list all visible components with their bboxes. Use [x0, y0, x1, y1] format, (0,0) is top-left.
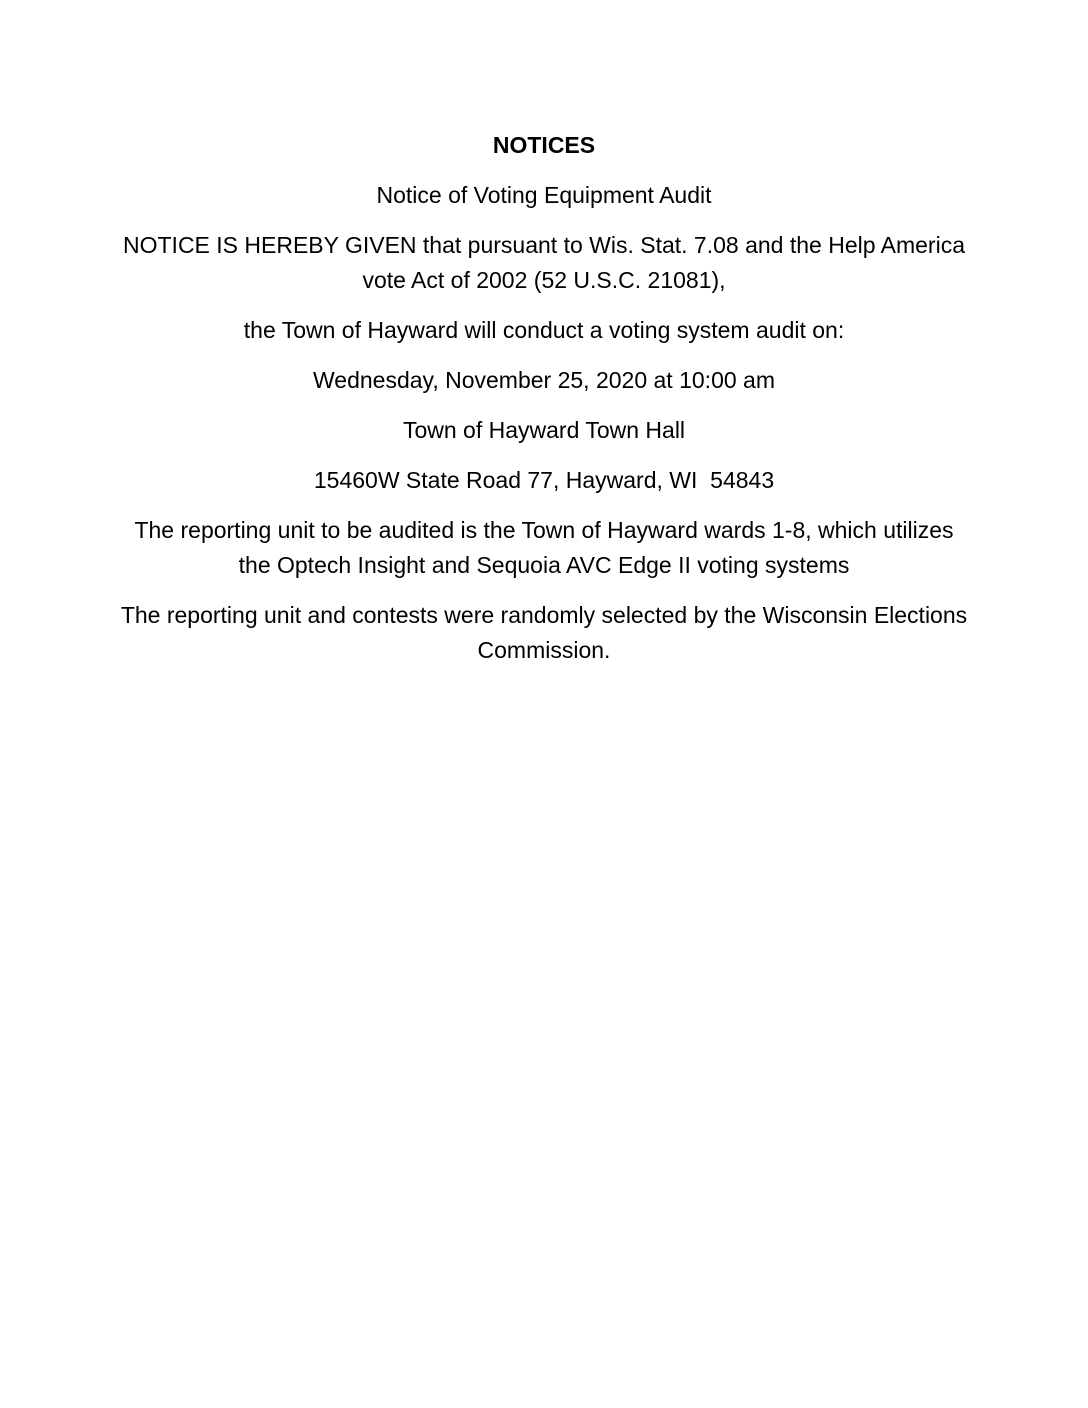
- audit-location: Town of Hayward Town Hall: [402, 417, 686, 443]
- notice-heading: NOTICES: [492, 132, 596, 158]
- notice-body: [120, 128, 968, 683]
- audit-date: Wednesday, November 25, 2020 at 10:00 am: [313, 367, 775, 393]
- notice-given-paragraph: NOTICE IS HEREBY GIVEN that pursuant to Wis. Stat. 7.08 and the Help America vote Act of 2002 (52 U.S.C. 21081),: [123, 232, 965, 293]
- selection-paragraph: The reporting unit and contests were randomly selected by the Wisconsin Elections Commission.: [120, 602, 968, 663]
- audit-address: 15460W State Road 77, Hayward, WI 54843: [313, 467, 775, 493]
- notice-subtitle: Notice of Voting Equipment Audit: [376, 182, 712, 208]
- notice-conduct-paragraph: the Town of Hayward will conduct a voting system audit on:: [243, 317, 845, 343]
- reporting-unit-paragraph: The reporting unit to be audited is the Town of Hayward wards 1-8, which utilizes the Optech Insight and Sequoia AVC Edge II voting systems: [134, 517, 954, 578]
